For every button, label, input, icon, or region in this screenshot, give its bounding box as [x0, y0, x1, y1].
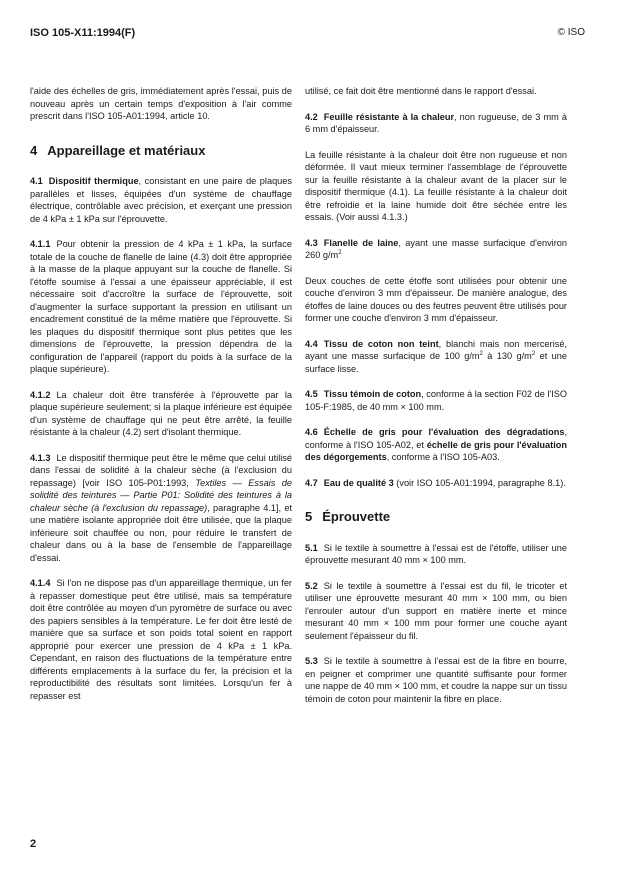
section-heading: 4 Appareillage et matériaux: [30, 142, 206, 158]
clause-4-7: 4.7 Eau de qualité 3 (voir ISO 105-A01:1994, paragraphe 8.1).: [305, 477, 566, 488]
clause-4-1-1: 4.1.1 Pour obtenir la pression de 4 kPa ± 1 kPa, la surface totale de la couche de flanelle de laine (4.3) doit être appropriée à la masse de la plaque appuyant sur la couche de flanelle. Si l'étoffe soumise à l'essai a une épaisseur appréciable, il est nécessaire soit d'accroître la surface de l'éprouvette, soit d'augmenter la surface supportant la pression en utilisant un encadrement constitué de la même matière que l'éprouvette. Si les plaques du dispositif thermique sont plus petites que les dimensions de l'éprouvette, la pression dépendra de la configuration de l'appareil (rapport du poids à la surface de la plaque supérieure).: [30, 239, 292, 374]
clause-4-1-2: 4.1.2 La chaleur doit être transférée à l'éprouvette par la plaque supérieure seulement; si la plaque inférieure est équipée d'un système de chauffage qui ne peut être arrêté, la feuille résistante à la chaleur (4.2) sert d'isolant thermique.: [30, 389, 292, 437]
page-number: 2: [30, 838, 37, 850]
left-column: [30, 85, 292, 715]
section-heading: 5 Éprouvette: [305, 509, 391, 524]
clause-4-1: 4.1 Dispositif thermique, consistant en une paire de plaques parallèles et lisses, équipées d'un système de chauffage électrique, contrôlable avec précision, et exerçant une pression de 4 kPa ± 1 kPa sur l'éprouvette.: [30, 176, 292, 224]
clause-4-5: 4.5 Tissu témoin de coton, conforme à la section F02 de l'ISO 105-F:1985, de 40 mm × 100 mm.: [305, 389, 567, 412]
paragraph: Deux couches de cette étoffe sont utilisées pour obtenir une couche d'environ 3 mm d'épaisseur. De manière analogue, des étoffes de laine douces ou des feutres peuvent être utilisés pour former une couche d'environ 3 mm d'épaisseur.: [305, 275, 567, 323]
paragraph: l'aide des échelles de gris, immédiatement après l'essai, puis de nouveau après un certain temps d'exposition à l'air comme prescrit dans l'ISO 105-A01:1994, article 10.: [30, 86, 292, 121]
clause-4-1-3: 4.1.3 Le dispositif thermique peut être le même que celui utilisé dans l'essai de solidité à la chaleur sèche (à l'exclusion du repassage) [voir ISO 105-P01:1993, Textiles — Essais de solidité des teintures — Partie P01: Solidité des teintures à la chaleur sèche (à l'exclusion du repassage), paragraphe 4.1], et une matière isolante appropriée doit être utilisée, que la plaque inférieure soit chauffée ou non, pour réduire le transfert de chaleur dans ou à la base de l'ensemble de l'appareillage d'essai.: [30, 452, 292, 563]
clause-4-1-4: 4.1.4 Si l'on ne dispose pas d'un appareillage thermique, un fer à repasser domestique peut être utilisé, mais sa température doit être contrôlée au moyen d'un pyromètre de surface ou avec des papiers sensibles à la température. Le fer doit être lesté de manière que sa surface et son poids total soient en rapport approprié pour exercer une pression de 4 kPa ± 1 kPa. Cependant, en raison des fluctuations de la température entre différents emplacements à la surface du fer, la précision et la reproductibilité des résultats sont limitées. Lorsqu'un fer à repasser est: [30, 578, 292, 701]
clause-4-6: 4.6 Échelle de gris pour l'évaluation des dégradations, conforme à l'ISO 105-A02, et échelle de gris pour l'évaluation des dégorgements, conforme à l'ISO 105-A03.: [305, 427, 567, 462]
clause-4-3: 4.3 Flanelle de laine, ayant une masse surfacique d'environ 260 $g/m^2$: [305, 237, 567, 260]
clause-4-2: 4.2 Feuille résistante à la chaleur, non rugueuse, de 3 mm à 6 mm d'épaisseur.: [305, 111, 567, 134]
right-column: [305, 85, 567, 718]
clause-4-4: 4.4 Tissu de coton non teint, blanchi mais non mercerisé, ayant une masse surfacique de 100 $g/m^2$ à 130 $g/m^2$ et une surface lisse.: [305, 338, 567, 374]
clause-5-3: 5.3 Si le textile à soumettre à l'essai est de la fibre en bourre, en peigner et comprimer une quantité suffisante pour former une nappe de 40 mm × 100 mm, et coudre la nappe sur un tissu témoin de coton pour maintenir la fibre en place.: [305, 656, 567, 704]
clause-5-1: 5.1 Si le textile à soumettre à l'essai est de l'étoffe, utiliser une éprouvette mesurant 40 mm × 100 mm.: [305, 542, 567, 565]
clause-5-2: 5.2 Si le textile à soumettre à l'essai est du fil, le tricoter et utiliser une éprouvette mesurant 40 mm × 100 mm, ou bien l'enrouler autour d'un support en matière inerte et mince mesurant 40 mm × 100 mm pour former une couche ayant seulement l'épaisseur du fil.: [305, 580, 567, 641]
paragraph: La feuille résistante à la chaleur doit être non rugueuse et non déformée. Il vaut mieux terminer l'assemblage de l'éprouvette sur la feuille résistante à la chaleur avant de la placer sur le dispositif thermique (4.1). La feuille résistante à la chaleur doit être refroidie et la laine humide doit être séchée entre les essais. (Voir aussi 4.1.3.): [305, 149, 567, 222]
copyright-mark: © ISO: [557, 27, 585, 38]
paragraph: utilisé, ce fait doit être mentionné dans le rapport d'essai.: [305, 86, 537, 96]
document-id: ISO 105-X11:1994(F): [30, 27, 136, 39]
